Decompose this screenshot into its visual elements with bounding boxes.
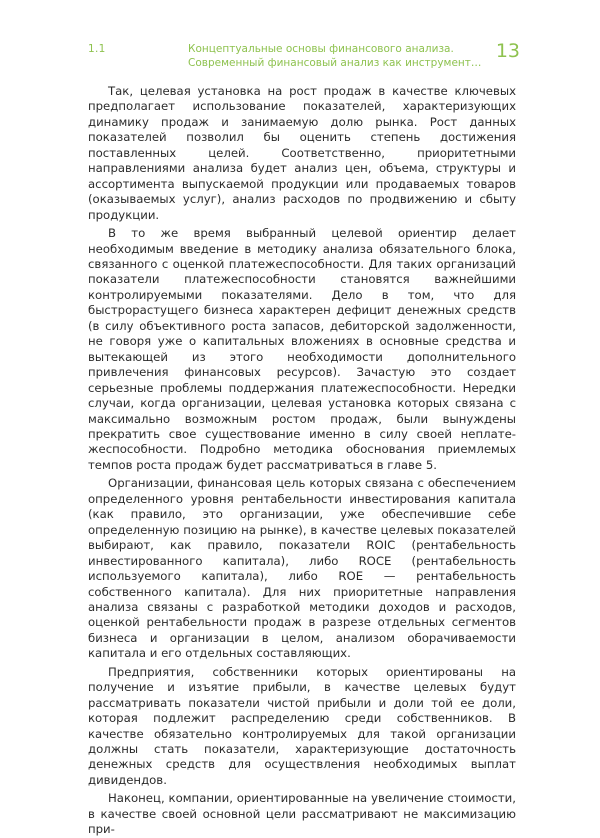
body-text [88,84,516,838]
paragraph: Наконец, компании, ориентированные на увеличение стоимости, в качестве своей основной цели рассматривают не максимизацию при- [88,791,516,837]
page-number: 13 [495,40,520,62]
running-head-line-2: Современный финансовый анализ как инструмент… [188,57,482,69]
running-head [188,42,481,70]
paragraph: Организации, финансовая цель которых связана с обеспечением определенного уровня рентабельности инвестирования капитала (как правило, это организации, уже обеспечившие себе определенную позицию на рынке), в качестве целевых показателей выбирают, как правило, показатели ROIC (рентабельность инвестированного капитала), либо ROCE (рентабельность используемого капитала), либо ROE — рентабельность собственного капитала). Для них приоритетные направления анализа связаны с разработкой методики доходов и расходов, оценкой рентабельности продаж в разрезе отдельных сегментов бизнеса и организации в целом, анализом оборачиваемости капитала и его отдельных составляющих. [88,476,516,661]
paragraph: В то же время выбранный целевой ориентир делает необходимым введение в методику анализа обязательного блока, связанного с оценкой платежеспособности. Для таких организаций показатели платежеспособности становятся важнейшими контролируемыми показателями. Дело в том, что для быстрорастущего бизнеса характерен дефицит денежных средств (в силу объективного роста запасов, дебиторской задолженности, не говоря уже о капитальных вложениях в основные средства и вытекающей из этого необходимости дополнительного привлечения финансовых ресурсов). Зачастую это создает серьезные проблемы поддержания платежеспособности. Нередки случаи, когда организации, целевая установка которых связана с максимально возможным ростом продаж, были вынуждены прекратить свое существование именно в силу своей неплатежеспособности. Подробно методика обоснования приемлемых темпов роста продаж будет рассматриваться в главе 5. [88,226,516,472]
page-header [88,40,520,74]
section-number: 1.1 [88,43,106,55]
running-head-line-1: Концептуальные основы финансового анализа. [188,43,454,55]
paragraph: Предприятия, собственники которых ориентированы на получение и изъятие прибыли, в качестве целевых будут рассматривать показатели чистой прибыли и доли той ее доли, которая подлежит распределению среди собственников. В качестве обязательно контролируемых для такой организации должны стать показатели, характеризующие достаточность денежных средств для осуществления необходимых выплат дивидендов. [88,664,516,787]
paragraph: Так, целевая установка на рост продаж в качестве ключевых предполагает использование показателей, характеризующих динамику продаж и занимаемую долю рынка. Рост данных показателей позволил бы оценить степень достижения поставленных целей. Соответственно, приоритетными направлениями анализа будет анализ цен, объема, структуры и ассортимента выпускаемой продукции или продаваемых товаров (оказываемых услуг), анализ расходов по продвижению и сбыту продукции. [88,84,516,222]
